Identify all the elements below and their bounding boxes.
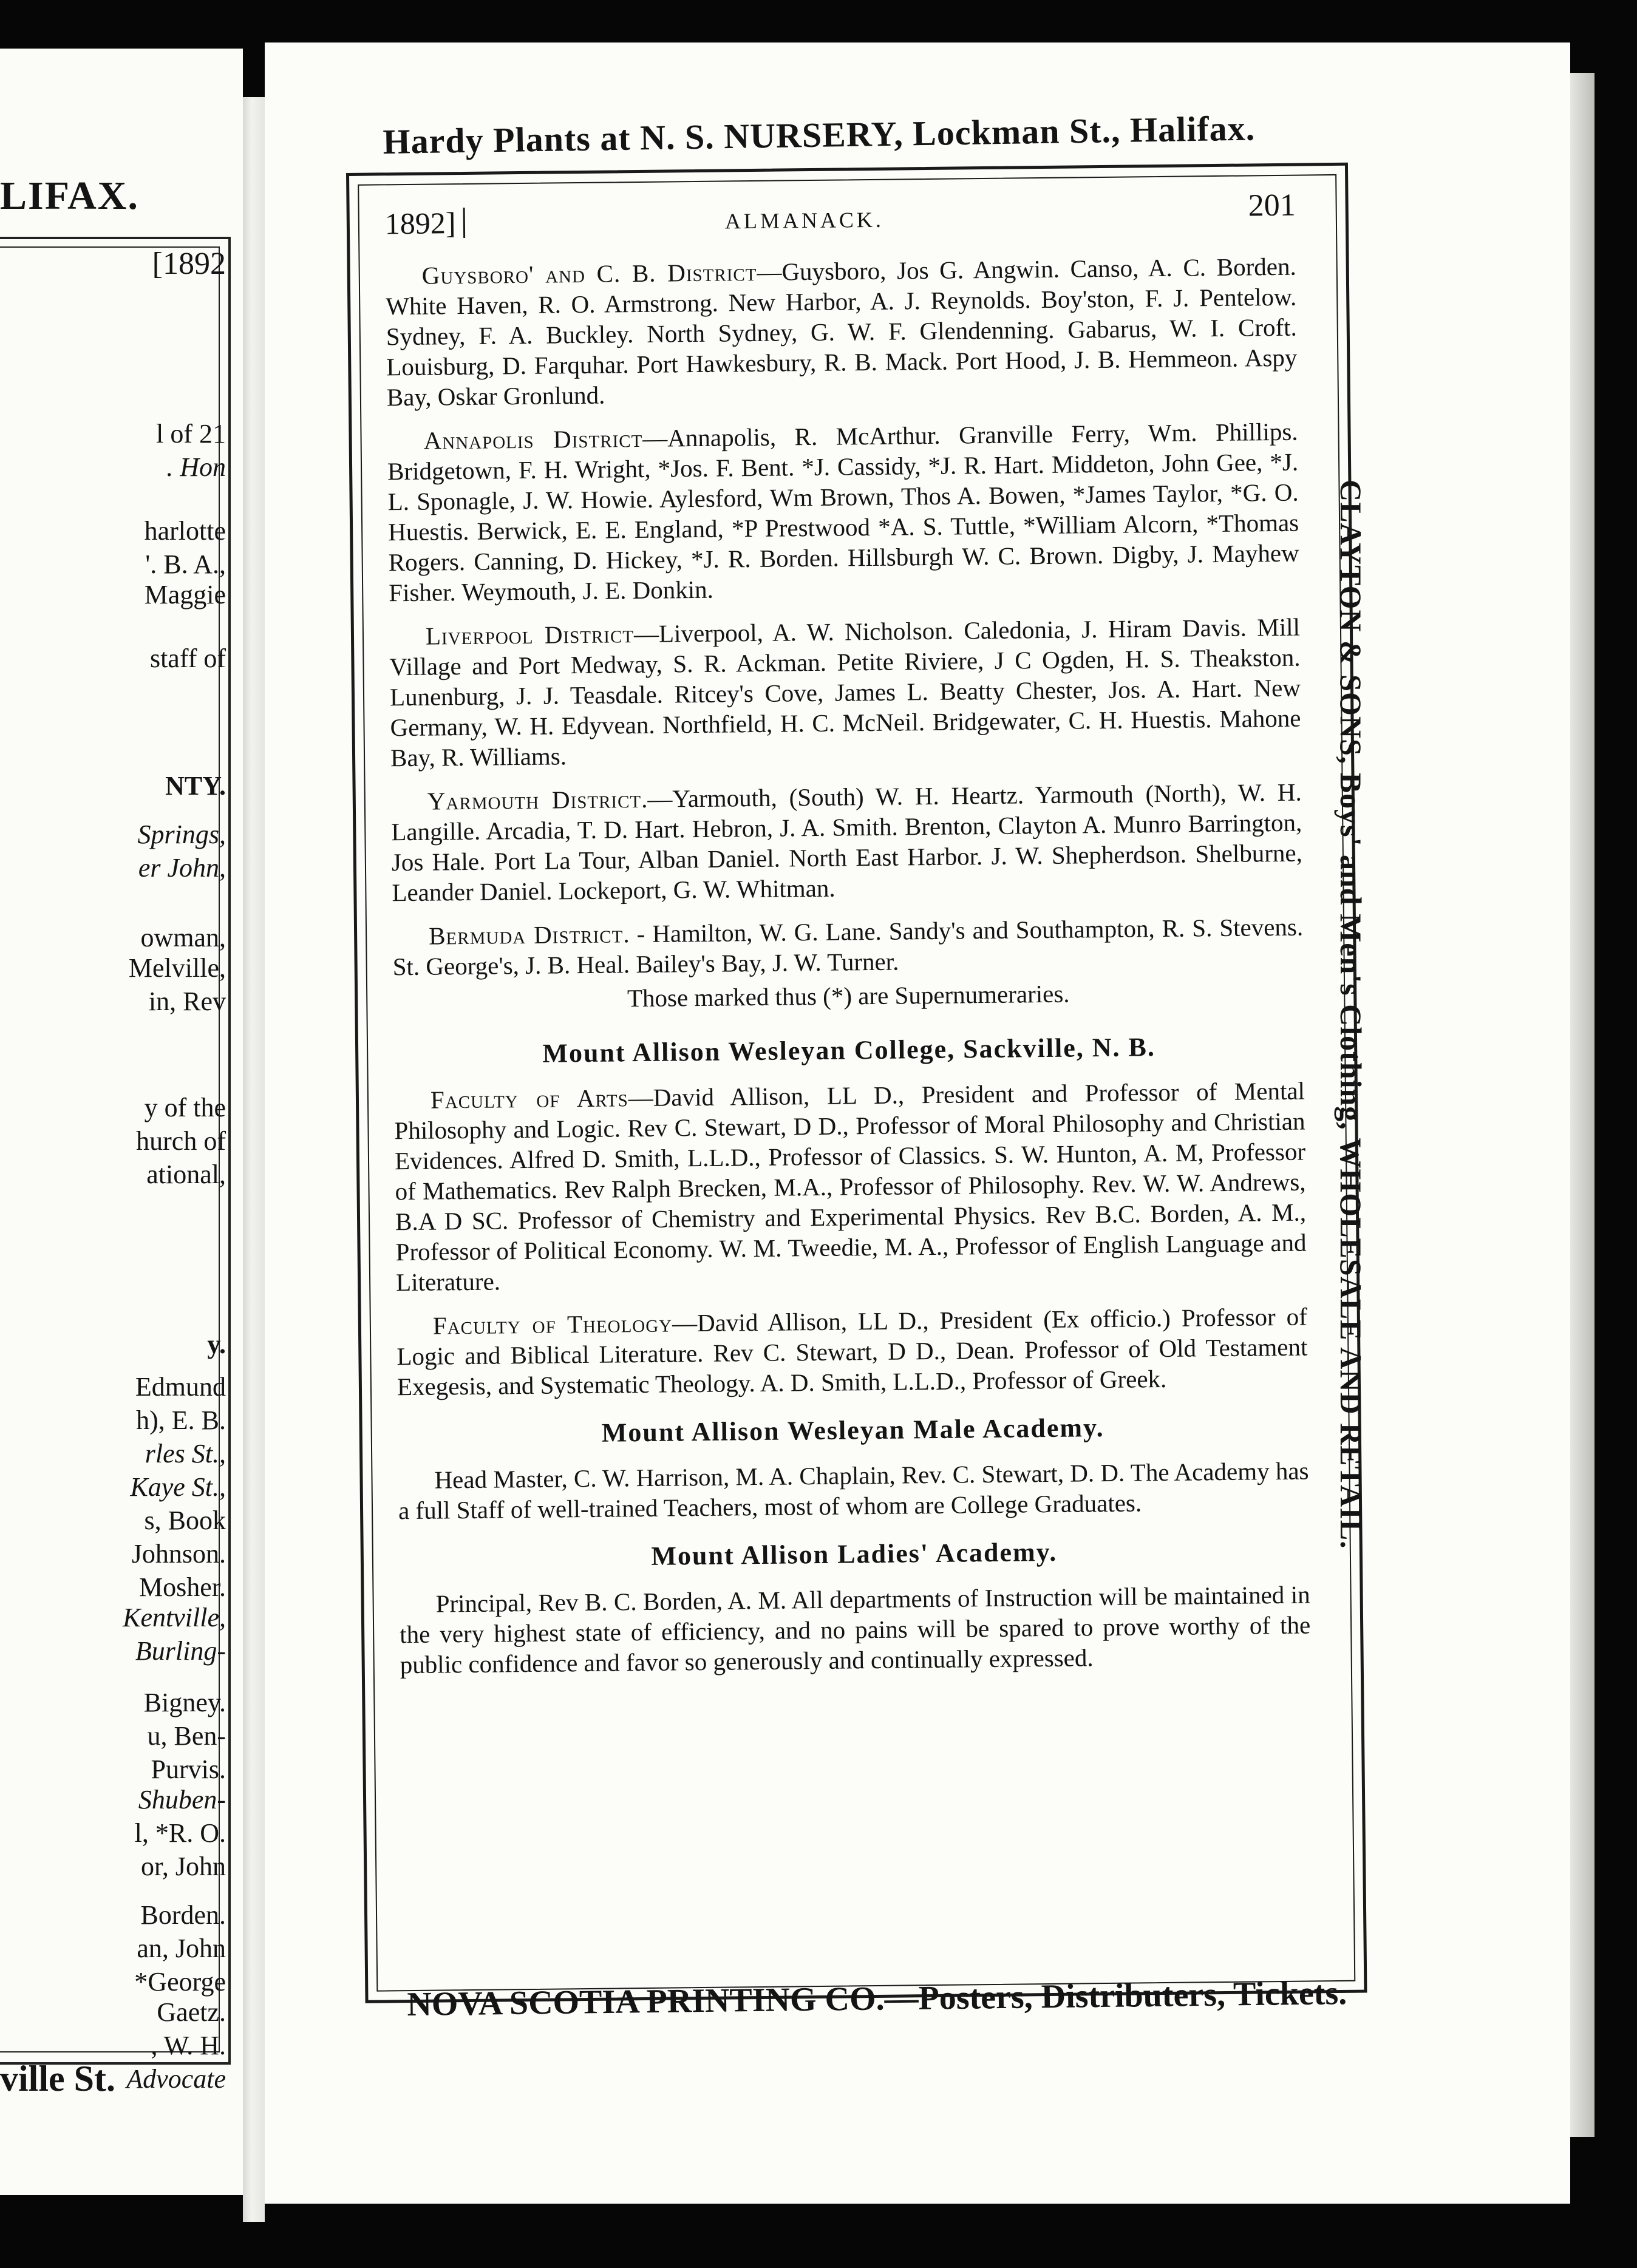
bottom-advertisement: NOVA SCOTIA PRINTING CO.—Posters, Distributers, Tickets. bbox=[407, 1974, 1347, 2023]
left-page-line: Shuben- bbox=[138, 1785, 226, 1815]
arts-faculty-paragraph bbox=[394, 1076, 1307, 1298]
left-page-line: harlotte bbox=[144, 516, 226, 546]
left-page-line: Johnson. bbox=[131, 1539, 226, 1569]
left-page-line: , W. H. bbox=[151, 2031, 226, 2060]
left-page-line: *George bbox=[134, 1967, 226, 1997]
left-page-line: s, Book bbox=[144, 1506, 226, 1535]
left-page-header-fragment: LIFAX. bbox=[0, 174, 139, 218]
left-page-line: Maggie bbox=[144, 580, 226, 609]
left-page-fragment bbox=[0, 49, 243, 2195]
left-page-line: y. bbox=[207, 1329, 226, 1359]
district-name: Liverpool District bbox=[425, 620, 635, 650]
arts-faculty-label: Faculty of Arts bbox=[430, 1084, 628, 1114]
left-page-line: Kaye St., bbox=[130, 1472, 226, 1502]
left-page-line: Purvis. bbox=[151, 1754, 226, 1784]
left-page-line: u, Ben- bbox=[147, 1721, 226, 1751]
running-head-year: 1892] bbox=[385, 208, 465, 239]
theology-faculty-label: Faculty of Theology bbox=[432, 1309, 673, 1340]
district-paragraph bbox=[386, 251, 1298, 413]
page-number: 201 bbox=[1248, 188, 1296, 223]
district-name: Guysboro' and C. B. District bbox=[421, 257, 757, 290]
left-page-year-fragment: [1892 bbox=[152, 246, 226, 281]
page-edge bbox=[1570, 73, 1594, 2137]
running-head-title: ALMANACK. bbox=[724, 207, 885, 234]
left-page-line: Gaetz. bbox=[157, 1997, 226, 2027]
left-page-line: an, John bbox=[137, 1934, 226, 1963]
supernumeraries-note: Those marked thus (*) are Supernumeraries. bbox=[627, 979, 1070, 1013]
left-page-line: Springs, bbox=[137, 820, 226, 849]
top-advertisement: Hardy Plants at N. S. NURSERY, Lockman St., Halifax. bbox=[383, 108, 1256, 161]
left-page-line: er John, bbox=[138, 853, 226, 883]
left-page-line: staff of bbox=[149, 643, 226, 673]
male-academy-heading: Mount Allison Wesleyan Male Academy. bbox=[601, 1413, 1104, 1448]
page-frame bbox=[346, 163, 1367, 2003]
side-advertisement: CLAYTON & SONS, Boys' and Men's Clothing, WHOLESALE AND RETAIL. bbox=[1334, 480, 1368, 1549]
district-name: Bermuda District bbox=[428, 920, 624, 950]
district-text: —Annapolis, R. McArthur. Granville Ferry, Wm. Phillips. Bridgetown, F. H. Wright, *Jos. F. Bent. *J. Cassidy, *J. R. Hart. Middeton, John Gee, *J. L. Sponagle, J. W. Howie. Aylesford, Wm Brown, Thos A. Bowen, *James Taylor, *G. O. Huestis. Berwick, E. E. England, *P Prestwood *A. S. Tuttle, *William Alcorn, *Thomas Rogers. Canning, D. Hickey, *J. R. Borden. Hillsburgh W. C. Brown. Digby, J. Mayhew Fisher. Weymouth, J. E. Donkin. bbox=[387, 417, 1299, 607]
ladies-academy-heading: Mount Allison Ladies' Academy. bbox=[651, 1536, 1058, 1571]
left-page-line: owman, bbox=[140, 923, 226, 952]
theology-faculty-paragraph bbox=[396, 1302, 1308, 1402]
district-name: Yarmouth District bbox=[427, 784, 642, 815]
district-text: —Liverpool, A. W. Nicholson. Caledonia, J. Hiram Davis. Mill Village and Port Medway, S. R. Ackman. Petite Riviere, J C Ogden, H. S. Theakston. Lunenburg, J. J. Teasdale. Ritcey's Cove, James L. Beatty Chester, Jos. A. Hart. New Germany, W. H. Edyvean. Northfield, H. C. McNeil. Bridgewater, C. H. Huestis. Mahone Bay, R. Williams. bbox=[389, 613, 1301, 772]
district-paragraph bbox=[392, 912, 1304, 982]
running-head bbox=[384, 188, 1296, 261]
left-page-line: Mosher. bbox=[139, 1572, 226, 1602]
district-text: . - Hamilton, W. G. Lane. Sandy's and Southampton, R. S. Stevens. St. George's, J. B. Heal. Bailey's Bay, J. W. Turner. bbox=[392, 912, 1304, 981]
left-page-line: NTY. bbox=[165, 771, 226, 801]
district-name: Annapolis District bbox=[423, 424, 643, 455]
left-page-line: l of 21 bbox=[156, 419, 226, 449]
book-gutter bbox=[243, 97, 265, 2222]
left-page-line: h), E. B. bbox=[136, 1405, 226, 1435]
district-paragraph bbox=[389, 612, 1302, 773]
theology-faculty-text: —David Allison, LL D., President (Ex officio.) Professor of Logic and Biblical Literature. Rev C. Stewart, D D., Dean. Professor of Old Testament Exegesis, and Systematic Theology. A. D. Smith, L.L.D., Professor of Greek. bbox=[396, 1302, 1308, 1401]
left-page-line: y of the bbox=[144, 1093, 226, 1122]
left-page-line: Advocate bbox=[126, 2064, 226, 2094]
college-heading: Mount Allison Wesleyan College, Sackville, N. B. bbox=[542, 1032, 1156, 1068]
left-page-line: . Hon bbox=[166, 452, 226, 482]
left-page-line: l, *R. O. bbox=[134, 1818, 226, 1848]
left-page-line: Melville, bbox=[128, 953, 226, 983]
ladies-academy-text: Principal, Rev B. C. Borden, A. M. All departments of Instruction will be maintained in the very highest state of efficiency, and no pains will be spared to prove worthy of the public confidence and favor so generously and continually expressed. bbox=[399, 1580, 1311, 1679]
left-page-line: Bigney. bbox=[143, 1688, 226, 1717]
district-paragraph bbox=[391, 777, 1303, 908]
left-page-footer-fragment: ville St. bbox=[0, 2059, 115, 2099]
left-page-line: '. B. A., bbox=[145, 549, 226, 579]
left-page-line: ational, bbox=[146, 1159, 226, 1189]
district-paragraph bbox=[387, 416, 1299, 608]
arts-faculty-text: —David Allison, LL D., President and Professor of Mental Philosophy and Logic. Rev C. Stewart, D D., Professor of Moral Philosophy and Christian Evidences. Alfred D. Smith, L.L.D., Professor of Classics. S. W. Hunton, A. M, Professor of Mathematics. Rev Ralph Brecken, M.A., Professor of Philosophy. Rev. W. W. Andrews, B.A D SC. Professor of Chemistry and Experimental Physics. Rev B.C. Borden, A. M., Professor of Political Economy. W. M. Tweedie, M. A., Professor of English Language and Literature. bbox=[394, 1076, 1307, 1297]
left-page-line: hurch of bbox=[136, 1126, 226, 1156]
district-text: —Guysboro, Jos G. Angwin. Canso, A. C. Borden. White Haven, R. O. Armstrong. New Harbor, A. J. Reynolds. Boy'ston, F. J. Pentelow. Sydney, F. A. Buckley. North Sydney, G. W. F. Glendenning. Gabarus, W. I. Croft. Louisburg, D. Farquhar. Port Hawkesbury, R. B. Mack. Port Hood, J. B. Hemmeon. Aspy Bay, Oskar Gronlund. bbox=[386, 252, 1298, 412]
left-page-line: Borden. bbox=[140, 1900, 226, 1930]
page-content bbox=[384, 188, 1311, 1694]
left-page-line: in, Rev bbox=[148, 986, 226, 1016]
left-page-line: Burling- bbox=[135, 1636, 226, 1666]
left-page-line: or, John bbox=[140, 1852, 226, 1881]
left-page-line: Edmund bbox=[135, 1372, 226, 1402]
district-text: .—Yarmouth, (South) W. H. Heartz. Yarmouth (North), W. H. Langille. Arcadia, T. D. Hart. Hebron, J. A. Smith. Brenton, Clayton A. Munro Barrington, Jos Hale. Port La Tour, Alban Daniel. North East Harbor. J. W. Shepherdson. Shelburne, Leander Daniel. Lockeport, G. W. Whitman. bbox=[391, 778, 1303, 907]
left-page-line: Kentville, bbox=[123, 1603, 226, 1632]
male-academy-text: Head Master, C. W. Harrison, M. A. Chaplain, Rev. C. Stewart, D. D. The Academy has a full Staff of well-trained Teachers, most of whom are College Graduates. bbox=[398, 1456, 1309, 1525]
left-page-line: rles St., bbox=[145, 1439, 226, 1468]
